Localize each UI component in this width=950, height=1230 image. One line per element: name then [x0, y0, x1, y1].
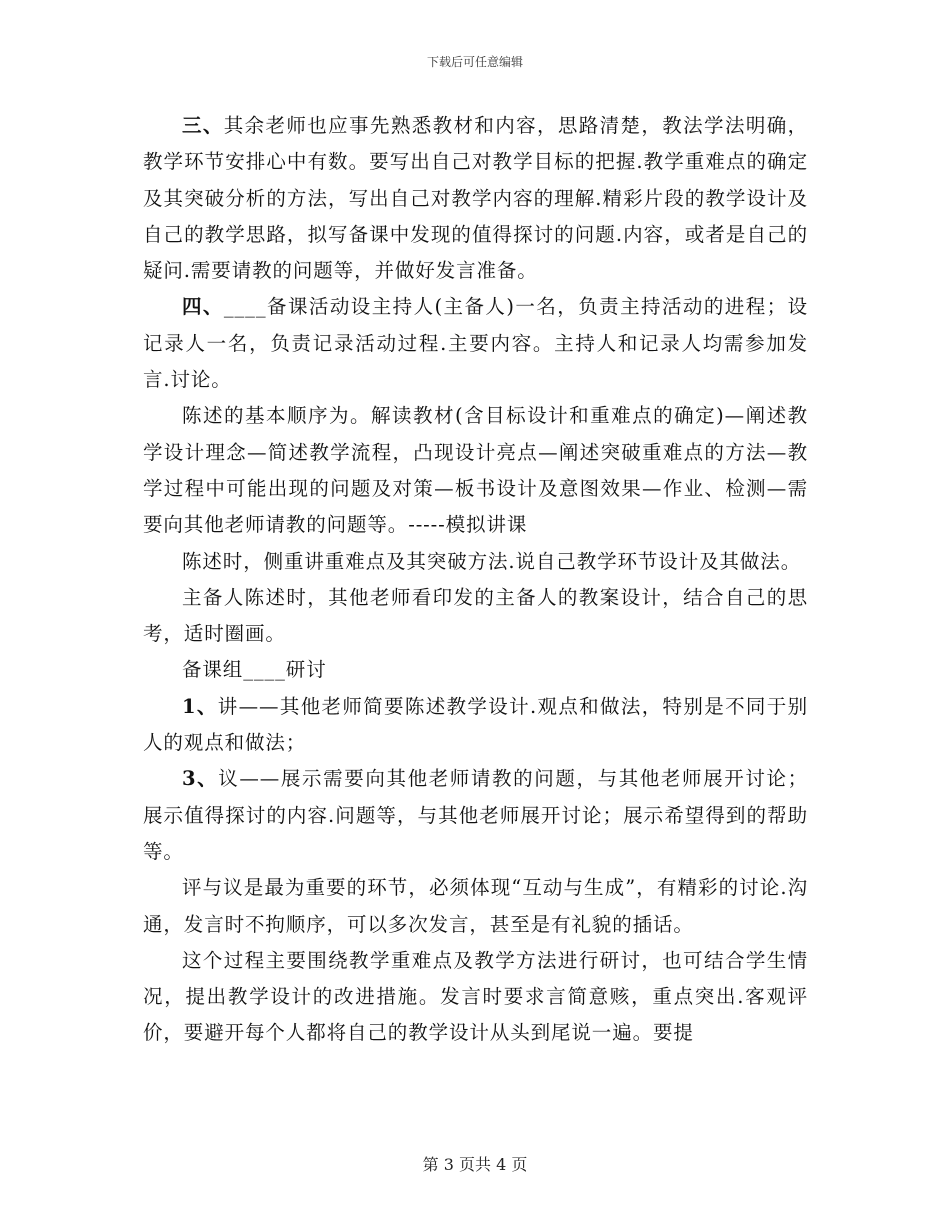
paragraph-item-1 — [143, 689, 808, 762]
paragraph-section-4 — [143, 289, 808, 398]
paragraph-text: 讲——其他老师简要陈述教学设计.观点和做法，特别是不同于别人的观点和做法； — [143, 694, 808, 755]
paragraph-text: 这个过程主要围绕教学重难点及教学方法进行研讨，也可结合学生情况，提出教学设计的改进措施。发言时要求言简意赅，重点突出.客观评价，要避开每个人都将自己的教学设计从头到尾说一遍。要提 — [143, 948, 808, 1045]
paragraph-item-3 — [143, 761, 808, 870]
paragraph-text: 评与议是最为重要的环节，必须体现“互动与生成”，有精彩的讨论.沟通，发言时不拘顺序，可以多次发言，甚至是有礼貌的插话。 — [143, 876, 808, 936]
paragraph-lead: 四、 — [182, 295, 224, 319]
paragraph-annotation — [143, 580, 808, 653]
paragraph-presentation-order — [143, 398, 808, 543]
paragraph-process — [143, 943, 808, 1052]
page-header-note: 下载后可任意编辑 — [426, 55, 523, 69]
paragraph-section-3 — [143, 108, 808, 289]
page-number: 第 3 页共 4 页 — [422, 1155, 528, 1174]
paragraph-lead: 1、 — [182, 694, 218, 718]
document-body — [143, 108, 808, 1052]
paragraph-text: 陈述的基本顺序为。解读教材(含目标设计和重难点的确定)—阐述教学设计理念—简述教学流程，凸现设计亮点—阐述突破重难点的方法—教学过程中可能出现的问题及对策—板书设计及意图效果—作业、检测—需要向其他老师请教的问题等。-----模拟讲课 — [143, 404, 808, 537]
paragraph-text: 主备人陈述时，其他老师看印发的主备人的教案设计，结合自己的思考，适时圈画。 — [143, 585, 808, 646]
paragraph-text: ____备课活动设主持人(主备人)一名，负责主持活动的进程；设记录人一名，负责记录活动过程.主要内容。主持人和记录人均需参加发言.讨论。 — [143, 295, 808, 392]
paragraph-evaluation — [143, 870, 808, 943]
paragraph-text: 陈述时，侧重讲重难点及其突破方法.说自己教学环节设计及其做法。 — [182, 549, 802, 573]
paragraph-lead: 三、 — [182, 114, 224, 137]
paragraph-group-discussion — [143, 652, 808, 688]
paragraph-text: 议——展示需要向其他老师请教的问题，与其他老师展开讨论；展示值得探讨的内容.问题等，与其他老师展开讨论；展示希望得到的帮助等。 — [143, 767, 808, 863]
paragraph-text: 备课组____研讨 — [182, 658, 327, 682]
paragraph-lead: 3、 — [182, 767, 219, 791]
paragraph-presentation-focus — [143, 544, 808, 580]
paragraph-text: 其余老师也应事先熟悉教材和内容，思路清楚，教法学法明确，教学环节安排心中有数。要写出自己对教学目标的把握.教学重难点的确定及其突破分析的方法，写出自己对教学内容的理解.精彩片段的教学设计及自己的教学思路，拟写备课中发现的值得探讨的问题.内容，或者是自己的疑问.需要请教的问题等，并做好发言准备。 — [143, 114, 808, 283]
